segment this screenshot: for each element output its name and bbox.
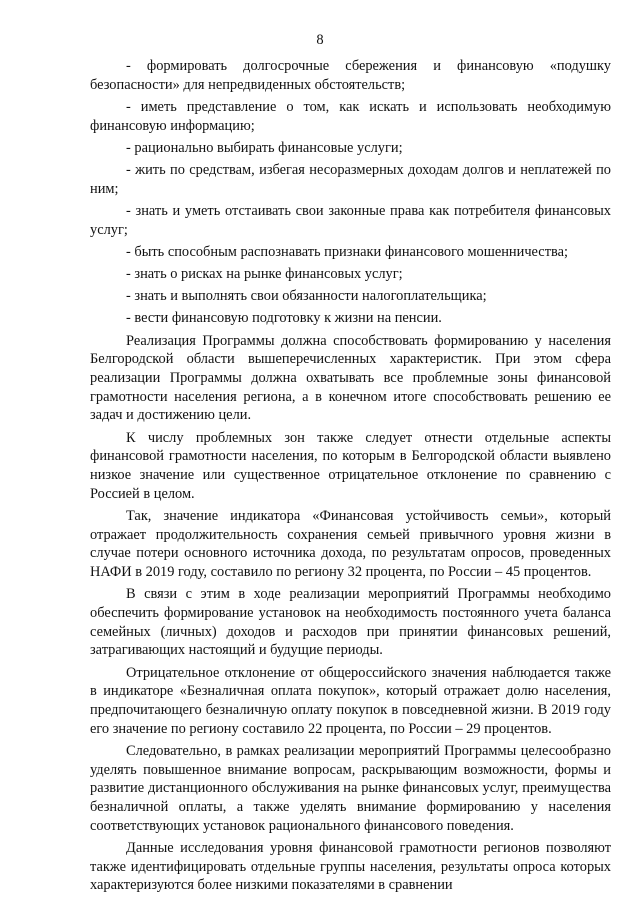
- page-number: 8: [316, 32, 324, 48]
- list-item-fraud: - быть способным распознавать признаки финансового мошенничества;: [126, 243, 568, 260]
- paragraph-problem-zones: К числу проблемных зон также следует отнести отдельные аспекты финансовой грамотности населения, по которым в Белгородской области выявлено низкое значение или существенное отрицательное отклонение по сравнению с Россией в целом.: [90, 429, 611, 502]
- list-item-savings: - формировать долгосрочные сбережения и финансовую «подушку безопасности» для непредвиденных обстоятельств;: [90, 58, 611, 93]
- paragraph-remote-services: Следовательно, в рамках реализации мероприятий Программы целесообразно уделять повышенное внимание вопросам, раскрывающим возможности, формы и развитие дистанционного обслуживания на рынке финансовых услуг, преимущества безналичной оплаты, а также уделять внимание формированию у населения соответствующих установок рационального финансового поведения.: [90, 742, 611, 834]
- list-item-rights: - знать и уметь отстаивать свои законные права как потребителя финансовых услуг;: [90, 202, 611, 238]
- document-body: [90, 57, 611, 899]
- list-item-information: - иметь представление о том, как искать и использовать необходимую финансовую информацию;: [90, 98, 611, 134]
- list-item-pension: - вести финансовую подготовку к жизни на пенсии.: [126, 310, 442, 327]
- paragraph-budget-balance: В связи с этим в ходе реализации мероприятий Программы необходимо обеспечить формирование установок на необходимость постоянного учета баланса семейных (личных) доходов и расходов при принятии финансовых решений, затрагивающих настоящий и будущие периоды.: [90, 586, 611, 659]
- list-item-means: - жить по средствам, избегая несоразмерных доходам долгов и неплатежей по ним;: [90, 162, 611, 197]
- paragraph-family-stability: Так, значение индикатора «Финансовая устойчивость семьи», который отражает продолжительность сохранения семьей привычного уровня жизни в случае потери основного источника дохода, по результатам опросов, проведенных НАФИ в 2019 году, составило по региону 32 процента, по России – 45 процентов.: [90, 507, 611, 581]
- list-item-taxes: - знать и выполнять свои обязанности налогоплательщика;: [126, 288, 487, 305]
- paragraph-program-implementation: Реализация Программы должна способствовать формированию у населения Белгородской области вышеперечисленных характеристик. При этом сфера реализации Программы должна охватывать все проблемные зоны финансовой грамотности населения региона, а в конечном итоге способствовать решению ее задач и достижению цели.: [90, 332, 611, 424]
- list-item-services: - рационально выбирать финансовые услуги;: [126, 139, 403, 156]
- list-item-risks: - знать о рисках на рынке финансовых услуг;: [126, 266, 403, 283]
- paragraph-population-groups: Данные исследования уровня финансовой грамотности регионов позволяют также идентифицировать отдельные группы населения, результаты опроса которых характеризуются более низкими показателями в сравнении: [90, 839, 611, 894]
- paragraph-cashless-payment: Отрицательное отклонение от общероссийского значения наблюдается также в индикаторе «Безналичная оплата покупок», который отражает долю населения, предпочитающего безналичную оплату покупок в повседневной жизни. В 2019 году его значение по региону составило 22 процента, по России – 29 процентов.: [90, 664, 611, 737]
